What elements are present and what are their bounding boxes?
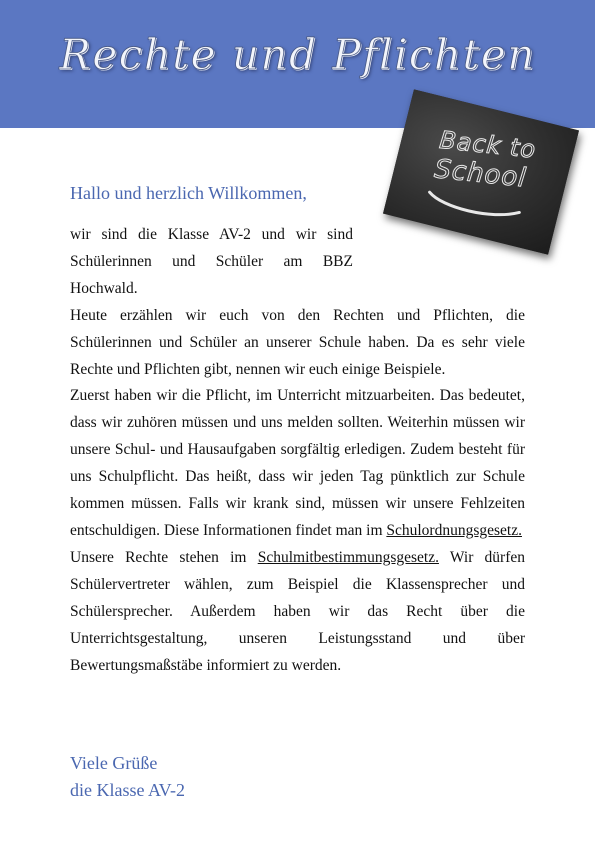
- paragraph-4-text-after: Wir dürfen Schülervertreter wählen, zum Beispiel die Klassensprecher und Schülersprecher. Außerdem haben wir das Recht über die Unterrichtsgestaltung, unseren Leistungsstand und über Bewertungsmaßstäbe informiert zu werden.: [70, 548, 526, 674]
- signoff: [70, 750, 185, 804]
- intro-paragraph: wir sind die Klasse AV-2 und wir sind Schülerinnen und Schüler am BBZ Hochwald.: [70, 226, 353, 297]
- paragraph-4: [70, 545, 525, 680]
- chalkboard-text-line1: Back to: [438, 125, 538, 164]
- greeting-heading: Hallo und herzlich Willkommen,: [70, 183, 307, 203]
- letter-body: [70, 222, 525, 679]
- chalkboard-text-line2: School: [433, 154, 528, 194]
- paragraph-3-text: Zuerst haben wir die Pflicht, im Unterricht mitzuarbeiten. Das bedeutet, dass wir zuhören müssen und uns melden sollten. Weiterhin müssen wir unsere Schul- und Hausaufgaben sorgfältig erledigen. Zudem besteht für uns Schulpflicht. Das heißt, dass wir jeden Tag pünktlich zur Schule kommen müssen. Falls wir krank sind, müssen wir unsere Fehlzeiten entschuldigen. Diese Informationen findet man im: [70, 387, 525, 539]
- signoff-line2: die Klasse AV-2: [70, 780, 186, 800]
- paragraph-4-text-before: Unsere Rechte stehen im: [70, 548, 258, 566]
- page-title: Rechte und Pflichten: [59, 30, 536, 79]
- schulmitbestimmungsgesetz-link[interactable]: Schulmitbestimmungsgesetz.: [257, 548, 439, 566]
- schulordnungsgesetz-link[interactable]: Schulordnungsgesetz.: [386, 521, 522, 539]
- signoff-line1: Viele Grüße: [70, 753, 158, 773]
- paragraph-3: [70, 383, 525, 544]
- paragraph-2: Heute erzählen wir euch von den Rechten und Pflichten, die Schülerinnen und Schüler an unserer Schule haben. Da es sehr viele Rechte und Pflichten gibt, nennen wir euch einige Beispiele.: [70, 306, 525, 378]
